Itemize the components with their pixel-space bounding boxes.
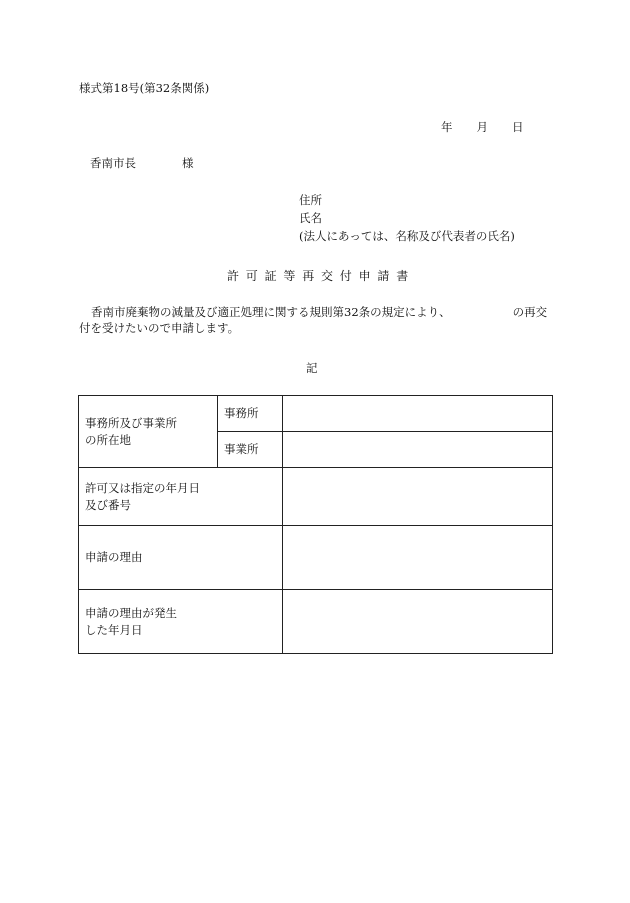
details-table xyxy=(78,395,553,654)
address-label: 住所 xyxy=(299,193,322,207)
reason-date-label-line-2: した年月日 xyxy=(85,622,143,637)
reason-label: 申請の理由 xyxy=(85,550,143,565)
business-site-label: 事業所 xyxy=(224,442,259,457)
reason-date-label-cell xyxy=(79,590,283,654)
location-label-line-1: 事務所及び事業所 xyxy=(85,415,177,430)
office-address-field[interactable] xyxy=(283,396,553,432)
office-label: 事務所 xyxy=(224,406,259,421)
document-title: 許可証等再交付申請書 xyxy=(227,269,416,283)
body-text-before-blank: 香南市廃棄物の減量及び適正処理に関する規則第32条の規定により、 xyxy=(91,305,451,319)
ki-label: 記 xyxy=(306,361,318,375)
body-line-1 xyxy=(79,304,554,320)
reason-date-label-line-1: 申請の理由が発生 xyxy=(85,605,177,620)
permit-date-label-line-1: 許可又は指定の年月日 xyxy=(85,480,200,495)
table-row xyxy=(79,590,553,654)
location-label-line-2: の所在地 xyxy=(85,432,131,447)
reason-field[interactable] xyxy=(283,526,553,590)
form-number: 様式第18号(第32条関係) xyxy=(79,81,210,95)
day-label: 日 xyxy=(512,120,524,134)
addressee xyxy=(90,155,194,171)
business-site-label-cell xyxy=(218,432,283,468)
name-label: 氏名 xyxy=(299,211,322,225)
permit-date-label-cell xyxy=(79,468,283,526)
applicant-block xyxy=(299,192,515,246)
reason-label-cell xyxy=(79,526,283,590)
year-label: 年 xyxy=(441,120,453,134)
office-label-cell xyxy=(218,396,283,432)
corporate-note: (法人にあっては、名称及び代表者の氏名) xyxy=(299,229,515,243)
permit-date-field[interactable] xyxy=(283,468,553,526)
body-line-2: 付を受けたいので申請します。 xyxy=(79,321,240,336)
body-text xyxy=(79,304,554,336)
table-row xyxy=(79,468,553,526)
location-label-cell xyxy=(79,396,218,468)
body-text-after-blank: の再交 xyxy=(512,305,548,319)
month-label: 月 xyxy=(476,120,488,134)
permit-date-label-line-2: 及び番号 xyxy=(85,497,131,512)
reason-date-field[interactable] xyxy=(283,590,553,654)
table-row xyxy=(79,396,553,432)
business-site-address-field[interactable] xyxy=(283,432,553,468)
date-line xyxy=(441,119,524,135)
addressee-honorific: 様 xyxy=(182,156,194,170)
table-row xyxy=(79,526,553,590)
addressee-name: 香南市長 xyxy=(90,156,136,170)
